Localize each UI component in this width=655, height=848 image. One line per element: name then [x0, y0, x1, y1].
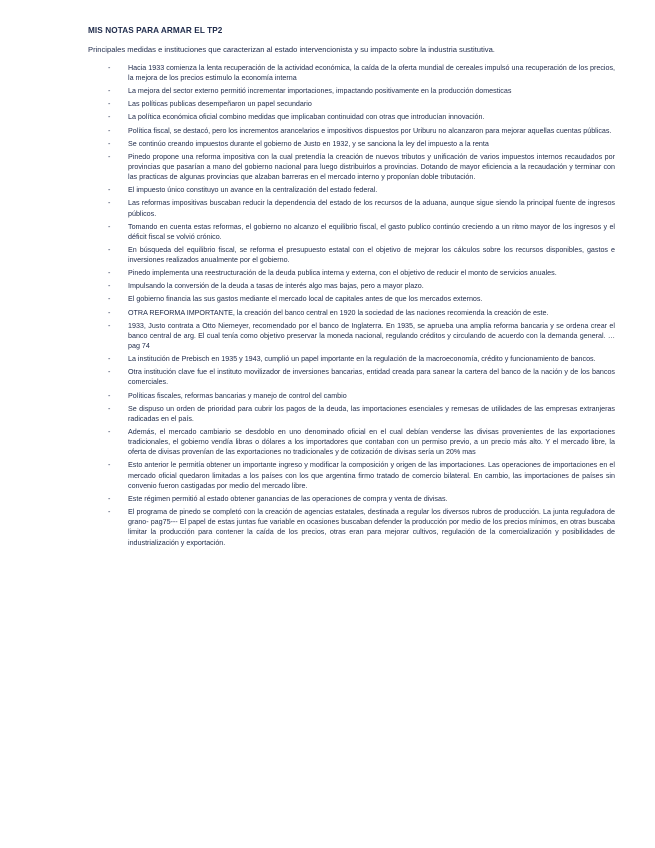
bullet-dash: - — [108, 87, 111, 96]
document-title: MIS NOTAS PARA ARMAR EL TP2 — [88, 26, 223, 35]
list-item-text: Se dispuso un orden de prioridad para cubrir los pagos de la deuda, las importaciones esenciales y remesas de utilidades de las empresas extranjeras radicadas en el país. — [128, 404, 615, 423]
list-item-text: El programa de pinedo se completó con la creación de agencias estatales, destinada a regular los diversos rubros de producción. La junta reguladora de grano- pag75--- El papel de estas juntas fue variable en ocasiones buscaban defender la producción por medio de los precios mínimos, en otras buscaba limitar la producción para contener la caída de los precios, otras eran para mejorar cultivos, regulación de la comercialización y posibilidades de industrialización y exportación. — [128, 508, 615, 547]
list-item-text: Impulsando la conversión de la deuda a tasas de interés algo mas bajas, pero a mayor plazo. — [128, 282, 424, 291]
bullet-dash: - — [108, 494, 111, 503]
list-item-text: Además, el mercado cambiario se desdoblo en uno denominado oficial en el cual debían venderse las divisas provenientes de las exportaciones tradicionales, el gobierno vendía libras o dólares a los importadores que contaban con un permiso previo, a un precio más alto. Y el mercado libre, la oferta de divisas provenían de las exportaciones no tradicionales y de cotización de divisas sería un 20% mas — [128, 427, 615, 457]
list-item — [88, 112, 615, 122]
list-item — [88, 391, 615, 401]
list-item — [88, 152, 615, 183]
bullet-dash: - — [108, 139, 111, 148]
bullet-dash: - — [108, 295, 111, 304]
bullet-dash: - — [108, 508, 111, 516]
bullet-dash: - — [108, 100, 111, 109]
list-item — [88, 281, 615, 291]
list-item-text: Políticas fiscales, reformas bancarias y manejo de control del cambio — [128, 391, 347, 400]
list-item — [88, 86, 615, 96]
list-item-text: En búsqueda del equilibrio fiscal, se reforma el presupuesto estatal con el objetivo de mejorar los cálculos sobre los recursos disponibles, gastos e inversiones realizados anualmente por el gobierno. — [128, 245, 615, 265]
list-item — [88, 507, 615, 548]
bullet-dash: - — [108, 321, 111, 330]
list-item-text: Tomando en cuenta estas reformas, el gobierno no alcanzo el equilibrio fiscal, el gasto publico continúo creciendo a un ritmo mayor de los ingresos y el déficit fiscal se volvió crónico. — [128, 222, 615, 241]
bullet-dash: - — [108, 355, 111, 364]
bullet-dash: - — [108, 368, 111, 377]
list-item-text: Las políticas publicas desempeñaron un papel secundario — [128, 100, 312, 109]
bullet-dash: - — [108, 308, 111, 317]
bullet-dash: - — [108, 152, 111, 161]
list-item — [88, 404, 615, 424]
list-item — [88, 494, 615, 504]
list-item — [88, 354, 615, 364]
bullet-dash: - — [108, 113, 111, 122]
list-item — [88, 139, 615, 149]
list-item — [88, 245, 615, 265]
list-item — [88, 185, 615, 195]
list-item-text: Política fiscal, se destacó, pero los incrementos arancelarios e impositivos dispuestos por Uriburu no alcanzaron para mejorar aquellas cuentas públicas. — [128, 126, 612, 135]
bullet-dash: - — [108, 222, 111, 231]
notes-list — [88, 63, 615, 548]
bullet-dash: - — [108, 269, 111, 278]
bullet-dash: - — [108, 199, 111, 208]
bullet-dash: - — [108, 391, 111, 400]
list-item-text: OTRA REFORMA IMPORTANTE, la creación del banco central en 1920 la sociedad de las naciones recomienda la creación de este. — [128, 308, 549, 317]
list-item — [88, 99, 615, 109]
list-item — [88, 427, 615, 458]
list-item — [88, 222, 615, 242]
list-item-text: Las reformas impositivas buscaban reducir la dependencia del estado de los recursos de la aduana, aunque sigue siendo la principal fuente de ingresos públicos. — [128, 199, 615, 218]
list-item — [88, 63, 615, 83]
bullet-dash: - — [108, 461, 111, 470]
bullet-dash: - — [108, 245, 111, 254]
list-item-text: La institución de Prebisch en 1935 y 1943, cumplió un papel importante en la regulación de la macroeconomía, crédito y funcionamiento de bancos. — [128, 355, 596, 364]
bullet-dash: - — [108, 282, 111, 291]
list-item — [88, 198, 615, 218]
list-item-text: La mejora del sector externo permitió incrementar importaciones, impactando positivamente en la producción domesticas — [128, 87, 512, 96]
list-item-text: Se continúo creando impuestos durante el gobierno de Justo en 1932, y se sanciona la ley del impuesto a la renta — [128, 139, 489, 148]
list-item-text: Esto anterior le permitía obtener un importante ingreso y modificar la composición y origen de las importaciones. Las operaciones de importaciones en el mercado oficial quedaron limitadas a los países con los que argentina firmo tratado de comercio bilateral. En cambio, las importaciones de países sin convenio fueron castigadas por medio del mercado libre. — [128, 461, 615, 490]
bullet-dash: - — [108, 427, 111, 436]
list-item — [88, 308, 615, 318]
list-item-text: Pinedo implementa una reestructuración de la deuda publica interna y externa, con el objetivo de reducir el monto de servicios anuales. — [128, 269, 557, 278]
list-item-text: Hacia 1933 comienza la lenta recuperación de la actividad económica, la caída de la oferta mundial de cereales impulsó una recuperación de los precios, la mejora de los precios estimulo la economía interna — [128, 64, 615, 83]
list-item-text: 1933, Justo contrata a Otto Niemeyer, recomendado por el banco de Inglaterra. En 1935, se aprueba una amplia reforma bancaria y se ordena crear el banco central de arg. El cual tenía como objetivo preservar la moneda nacional, regulando créditos y circulando de acuerdo con la demanda general. … pag 74 — [128, 321, 615, 351]
list-item-text: El impuesto único constituyo un avance en la centralización del estado federal. — [128, 186, 378, 195]
list-item — [88, 367, 615, 387]
list-item — [88, 126, 615, 136]
bullet-dash: - — [108, 404, 111, 413]
list-item-text: Pinedo propone una reforma impositiva con la cual pretendía la creación de nuevos tributos y unificación de varios impuestos internos recaudados por provincias que pasarían a mano del gobierno nacional para luego distribuirlos a provincias. Dotando de mayor eficiencia a la recaudación y terminar con las practicas de algunas provincias que alzaban barreras en el mercado interno y proponían doble tributación. — [128, 152, 615, 182]
document-subtitle: Principales medidas e instituciones que caracterizan al estado intervencionista y su impacto sobre la industria sustitutiva. — [88, 45, 495, 54]
list-item-text: El gobierno financia las sus gastos mediante el mercado local de capitales antes de que los mercados externos. — [128, 295, 483, 304]
list-item-text: Este régimen permitió al estado obtener ganancias de las operaciones de compra y venta de divisas. — [128, 494, 448, 503]
bullet-dash: - — [108, 126, 111, 135]
list-item-text: Otra institución clave fue el instituto movilizador de inversiones bancarias, entidad creada para sanear la cartera del banco de la nación y de los bancos comerciales. — [128, 368, 615, 387]
bullet-dash: - — [108, 186, 111, 195]
bullet-dash: - — [108, 64, 111, 72]
list-item — [88, 268, 615, 278]
list-item — [88, 321, 615, 352]
list-item-text: La política económica oficial combino medidas que implicaban continuidad con otras que introducían innovación. — [128, 113, 485, 122]
list-item — [88, 294, 615, 304]
list-item — [88, 460, 615, 491]
